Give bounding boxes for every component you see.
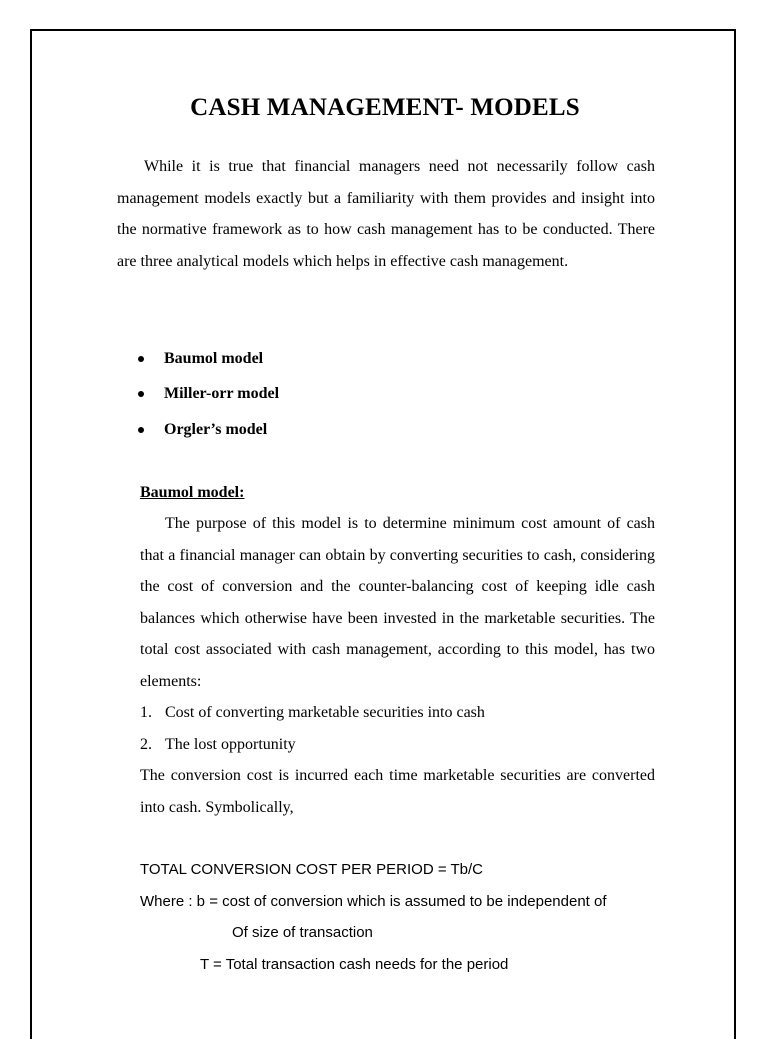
baumol-paragraph: The purpose of this model is to determine minimum cost amount of cash that a financial manager can obtain by converting securities to cash, considering the cost of conversion and the counter-balancing cost of keeping idle cash balances which otherwise have been invested in the marketable securities. The total cost associated with cash management, according to this model, has two elements: — [140, 515, 655, 690]
list-item — [138, 412, 279, 448]
formula: TOTAL CONVERSION COST PER PERIOD = Tb/C — [140, 861, 483, 878]
page-title: CASH MANAGEMENT- MODELS — [190, 94, 580, 121]
where-line: Where : b = cost of conversion which is assumed to be independent of — [140, 892, 607, 910]
bullet-icon — [138, 356, 144, 362]
t-definition: T = Total transaction cash needs for the period — [200, 955, 509, 973]
where-continuation: Of size of transaction — [232, 924, 373, 941]
section-heading-baumol: Baumol model: — [140, 484, 245, 501]
model-label: Orgler’s model — [164, 420, 268, 438]
bullet-icon — [138, 427, 144, 433]
formula-block — [140, 854, 607, 980]
model-label: Miller-orr model — [164, 385, 280, 403]
item-number: 2. — [140, 735, 152, 753]
cost-elements-list — [140, 697, 485, 760]
models-list — [138, 341, 279, 448]
item-text: The lost opportunity — [165, 735, 296, 753]
list-item — [140, 729, 485, 761]
list-item — [138, 377, 279, 413]
item-text: Cost of converting marketable securities into cash — [165, 704, 485, 721]
bullet-icon — [138, 391, 144, 397]
list-item — [138, 341, 279, 377]
list-item — [140, 697, 485, 729]
document-page — [30, 29, 736, 1039]
intro-paragraph: While it is true that financial managers need not necessarily follow cash management models exactly but a familiarity with them provides and insight into the normative framework as to how cash management has to be conducted. There are three analytical models which helps in effective cash management. — [117, 158, 655, 270]
conversion-paragraph: The conversion cost is incurred each time marketable securities are converted into cash. Symbolically, — [140, 767, 655, 816]
item-number: 1. — [140, 704, 152, 721]
model-label: Baumol model — [164, 349, 264, 367]
